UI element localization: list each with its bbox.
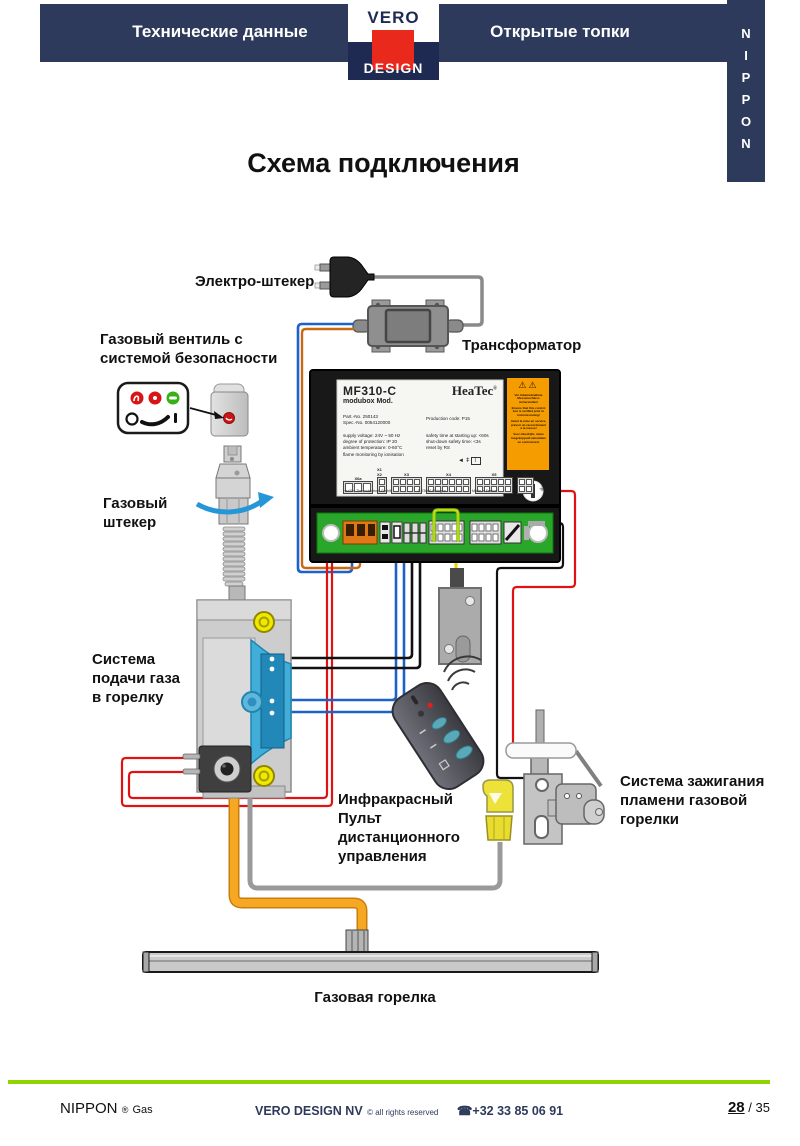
warning-icons: ⚠⚠ — [518, 380, 539, 390]
control-box-icons — [458, 457, 481, 465]
gas-burner-bar — [143, 930, 598, 972]
brand-text: HeaTec — [451, 383, 494, 398]
production-code: Production code: P15 — [426, 416, 470, 421]
logo-bottom-text: DESIGN — [363, 60, 424, 76]
side-letter: P — [741, 70, 751, 85]
brand-suffix: Gas — [132, 1104, 153, 1116]
warning-line: Voor inbedrijfs- name losgekoppeld aansluiten en controleren! — [510, 432, 546, 444]
label-line: горелки — [620, 811, 679, 828]
spec-line: flame monitoring by ionisation — [343, 451, 404, 457]
footer-green-line — [8, 1080, 770, 1084]
phone-text: +32 33 85 06 91 — [472, 1104, 564, 1118]
label-line: Система — [92, 651, 156, 668]
label-line: Инфракрасный — [338, 791, 453, 808]
terminal-label: X1 X2 — [377, 467, 382, 477]
label-line: системой безопасности — [100, 350, 278, 367]
label-burner: Газовая горелка — [314, 989, 436, 1006]
gas-supply-unit — [183, 586, 291, 798]
control-box-footer — [343, 489, 497, 493]
side-letter: P — [741, 92, 751, 107]
label-ignition — [620, 772, 764, 829]
vero-design-logo — [348, 4, 439, 80]
valve-safety-callout — [118, 383, 224, 433]
ground-symbol: ⏚ — [538, 484, 546, 493]
label-gas-valve — [100, 330, 277, 368]
phone-icon: ☎ — [456, 1104, 473, 1118]
terminal-label: X3 — [404, 472, 409, 477]
control-box-partnos — [343, 414, 390, 426]
label-line: в горелку — [92, 689, 164, 706]
company-name: VERO DESIGN NV — [255, 1104, 363, 1118]
label-electro-plug: Электро-штекер — [195, 273, 315, 290]
terminal-strip — [317, 510, 553, 553]
gas-valve-illustration — [211, 384, 248, 436]
terminal-x6 — [517, 472, 534, 494]
label-line: дистанционного — [338, 829, 460, 846]
transformer-illustration — [353, 300, 463, 352]
warning-line: Ensure that this control box is verified prior to commissioning! — [511, 405, 546, 417]
warning-line: Vor Inbetriebnahme Messanschluss sicherstellen! — [514, 392, 543, 404]
page-number — [660, 1099, 770, 1116]
spec-line: reset by RS — [426, 445, 450, 451]
spec-line: shut-down safety time: <3s — [426, 439, 481, 445]
current-page: 28 — [727, 1099, 745, 1116]
spec-line: degree of protection: IP 20 — [343, 439, 398, 445]
wire-blue-pair — [276, 552, 404, 712]
page-separator: / — [748, 1100, 752, 1115]
header-left-tab: Технические данные — [132, 22, 308, 41]
label-line: штекер — [103, 514, 157, 531]
part-no: Part.-No. 250143 — [343, 414, 378, 419]
label-line: пламени газовой — [620, 792, 748, 809]
control-box-series — [343, 398, 397, 405]
label-gas-plug — [103, 494, 167, 532]
spec-line: supply voltage: 24V ~ 50 Hz — [343, 433, 401, 438]
terminal-label: X5 — [491, 472, 497, 477]
control-box-specs-right — [426, 433, 489, 452]
terminal-label: X6 — [523, 472, 528, 477]
made-in: Made in France — [472, 489, 497, 493]
label-line: Газовый вентиль с — [100, 331, 243, 348]
page-title: Схема подключения — [247, 148, 520, 178]
spec-line: safety time at starting up: <60s — [426, 433, 489, 438]
side-letter: N — [741, 26, 751, 41]
label-remote — [338, 790, 460, 866]
mod-text: Mod. — [376, 398, 393, 405]
i-box-icon: I — [471, 457, 480, 465]
electric-plug-icon — [315, 257, 374, 297]
label-line: управления — [338, 848, 427, 865]
nippon-side-column — [727, 0, 765, 182]
registered-mark: ® — [121, 1105, 129, 1115]
terminal-label: X6a — [354, 476, 362, 481]
series-text: modubox — [343, 398, 375, 405]
side-letter: O — [740, 114, 752, 129]
control-box-specs-left — [343, 433, 404, 458]
label-gas-supply — [92, 650, 180, 707]
terminal-label: X4 — [446, 472, 451, 477]
valve-red-dot — [224, 413, 235, 424]
label-transformer: Трансформатор — [462, 337, 582, 354]
logo-top-text: VERO — [367, 8, 420, 27]
label-line: Газовый — [103, 495, 168, 512]
footer-company-block — [255, 1102, 563, 1120]
remote-control — [386, 677, 489, 795]
warning-line: Avant la mise en service, prévoir un raccordement à la masse! — [510, 419, 547, 431]
spec-no: Spec.-No. 0054120000 — [343, 420, 391, 425]
manufacturer: HeaTec Thermotechnik GmbH — [343, 489, 392, 493]
total-pages: 35 — [755, 1100, 770, 1115]
side-letter: I — [744, 48, 748, 63]
footer-brand — [60, 1100, 153, 1117]
heatec-logo — [452, 383, 497, 399]
manufacturer-city: D-73066 Uhingen — [417, 489, 446, 493]
brand-reg: ® — [493, 386, 497, 392]
label-line: Пульт — [338, 810, 382, 827]
brand-name: NIPPON — [60, 1100, 118, 1117]
phone-number — [457, 1104, 563, 1118]
gas-plug-illustration — [197, 446, 274, 586]
control-box-head — [343, 384, 397, 405]
spec-line: ambient temperature: 0-60°C — [343, 445, 403, 451]
label-line: Система зажигания — [620, 773, 765, 790]
ir-receiver — [439, 568, 481, 664]
label-line: подачи газа — [92, 670, 180, 687]
header-right-tab: Открытые топки — [490, 22, 630, 41]
side-letter: N — [741, 136, 751, 151]
control-box-model: MF310-C — [343, 384, 397, 398]
warning-sticker — [508, 379, 549, 469]
rights-text: © all rights reserved — [367, 1108, 439, 1117]
mark-icons: ◄ǂ — [458, 458, 472, 464]
